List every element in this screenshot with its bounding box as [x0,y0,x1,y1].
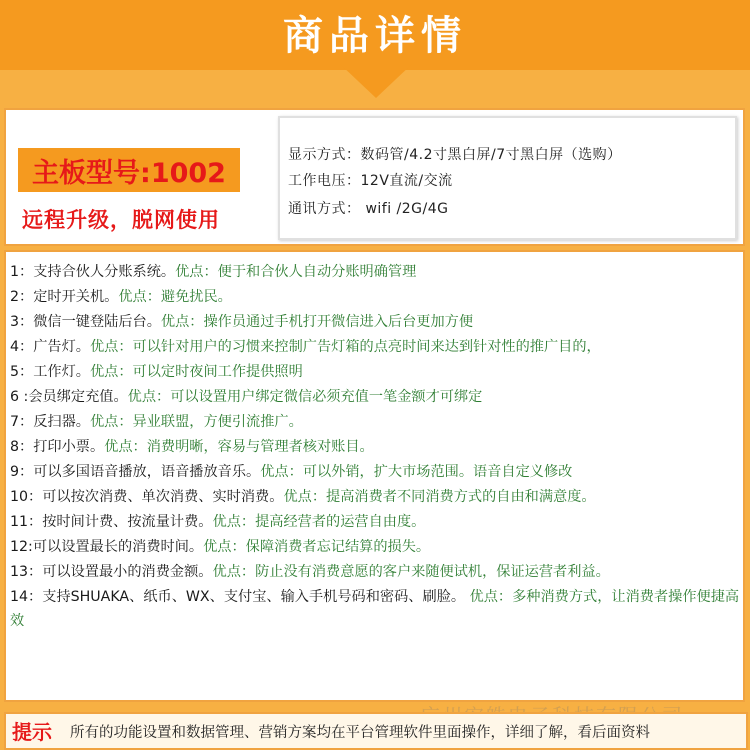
feature-item [10,410,740,435]
feature-advantage: 优点：防止没有消费意愿的客户来随便试机，保证运营者利益。 [212,564,610,580]
features-list [4,250,745,702]
tip-text: 所有的功能设置和数据管理、营销方案均在平台管理软件里面操作，详细了解，看后面资料 [70,725,650,741]
feature-advantage: 优点：避免扰民。 [118,289,232,305]
remote-upgrade-text: 远程升级，脱网使用 [22,208,220,232]
feature-item [10,310,740,335]
feature-text: 13：可以设置最小的消费金额。 [10,564,213,580]
feature-text: 6 :会员绑定充值。 [10,389,128,405]
feature-advantage: 优点：便于和合伙人自动分账明确管理 [175,264,417,280]
feature-item [10,385,740,410]
feature-text: 5：工作灯。 [10,364,90,380]
feature-item [10,560,740,585]
tip-bar [4,712,748,750]
feature-advantage: 优点：异业联盟，方便引流推广。 [89,414,303,430]
feature-text: 7：反扫器。 [10,414,90,430]
model-badge [18,148,240,192]
feature-text: 14：支持SHUAKA、纸币、WX、支付宝、输入手机号码和密码、刷脸。 [10,589,466,605]
feature-advantage: 优点：消费明晰，容易与管理者核对账目。 [104,439,374,455]
header-banner [0,0,750,70]
tip-label: 提示 [12,720,52,744]
feature-text: 1：支持合伙人分账系统。 [10,264,176,280]
feature-advantage: 优点：可以针对用户的习惯来控制广告灯箱的点亮时间来达到针对性的推广目的， [89,339,601,355]
header-arrow-decoration [340,64,412,98]
feature-advantage: 优点：保障消费者忘记结算的损失。 [203,539,431,555]
feature-item [10,285,740,310]
feature-item [10,260,740,285]
feature-item [10,485,740,510]
feature-advantage: 优点：可以定时夜间工作提供照明 [89,364,303,380]
feature-text: 4：广告灯。 [10,339,90,355]
feature-item [10,360,740,385]
spec-display: 显示方式：数码管/4.2寸黑白屏/7寸黑白屏（选购） [288,147,622,163]
feature-advantage: 优点：可以外销，扩大市场范围。语音自定义修改 [260,464,573,480]
feature-advantage: 优点：可以设置用户绑定微信必须充值一笔金额才可绑定 [127,389,483,405]
feature-advantage: 优点：提高消费者不同消费方式的自由和满意度。 [283,489,596,505]
specs-box [278,116,737,240]
spec-voltage: 工作电压：12V直流/交流 [288,173,453,189]
feature-text: 10：可以按次消费、单次消费、实时消费。 [10,489,284,505]
model-info-panel [4,108,745,246]
feature-item [10,535,740,560]
model-label: 主板型号:1002 [32,158,226,189]
feature-item [10,510,740,535]
page-title: 商品详情 [283,13,467,59]
feature-text: 9：可以多国语音播放，语音播放音乐。 [10,464,261,480]
feature-advantage: 优点：操作员通过手机打开微信进入后台更加方便 [160,314,474,330]
feature-text: 8：打印小票。 [10,439,105,455]
feature-text: 2：定时开关机。 [10,289,119,305]
feature-text: 12:可以设置最长的消费时间。 [10,539,204,555]
spec-communication: 通讯方式： wifi /2G/4G [288,201,449,217]
feature-advantage: 优点：提高经营者的运营自由度。 [212,514,426,530]
feature-text: 11：按时间计费、按流量计费。 [10,514,213,530]
feature-advantage: 优点：多种消费方式，让消费者操作便捷高效 [10,589,740,629]
feature-text: 3：微信一键登陆后台。 [10,314,161,330]
feature-item [10,460,740,485]
feature-item [10,585,740,633]
feature-item [10,335,740,360]
feature-item [10,435,740,460]
